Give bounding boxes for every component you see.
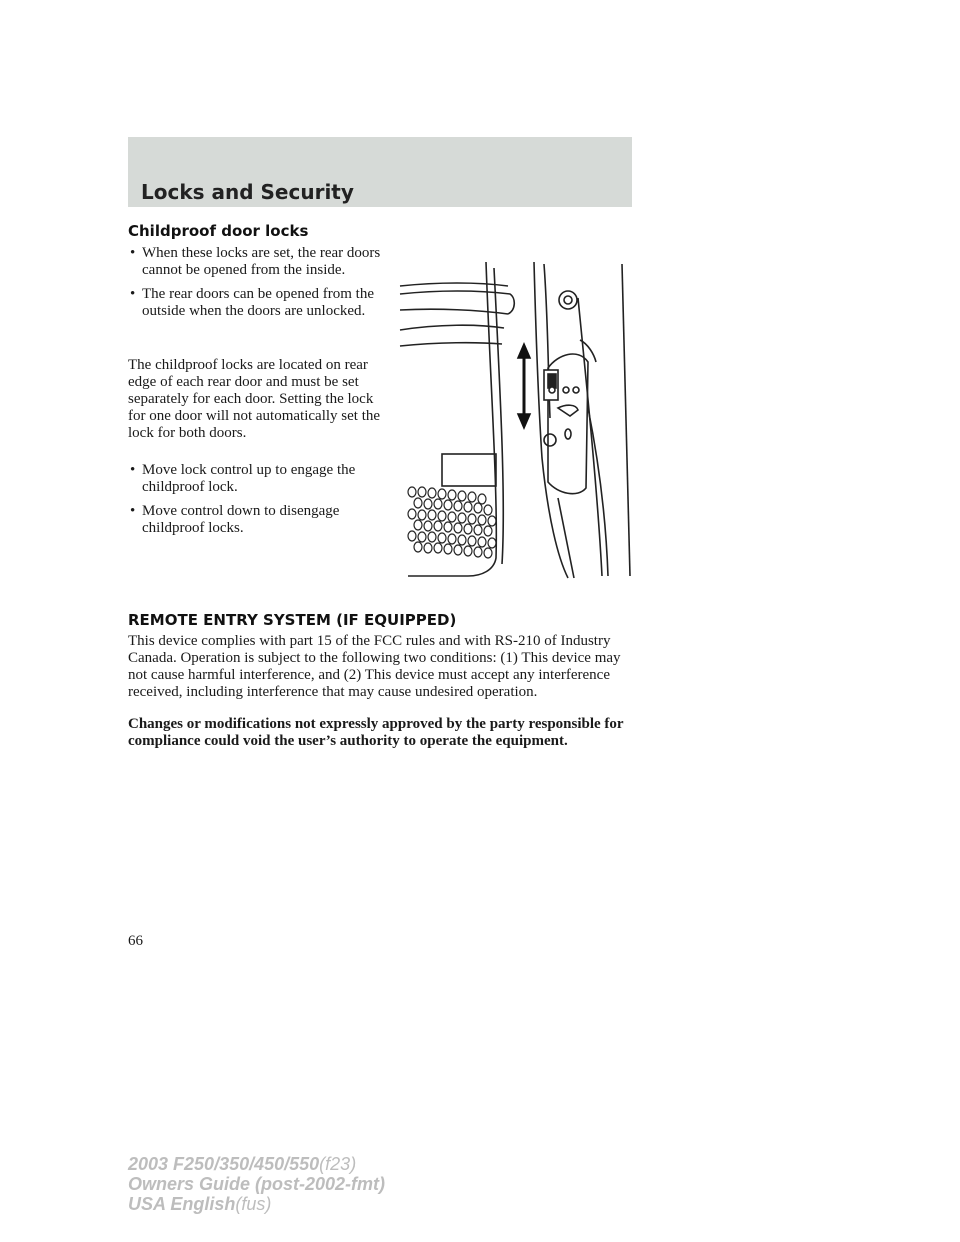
footer-line-2: Owners Guide (post-2002-fmt) xyxy=(128,1174,386,1194)
remote-warning: Changes or modifications not expressly approved by the party responsible for compliance could void the user’s authority to operate the equipment. xyxy=(128,716,624,749)
footer-line-3: USA English(fus) xyxy=(128,1194,272,1214)
section-title: Locks and Security xyxy=(141,180,354,204)
list-item: • Move control down to disengage childproof locks. xyxy=(128,503,388,537)
childproof-bullets-a xyxy=(128,245,388,320)
list-item: • Move lock control up to engage the childproof lock. xyxy=(128,462,388,496)
childproof-heading: Childproof door locks xyxy=(128,222,309,240)
childproof-paragraph: The childproof locks are located on rear edge of each rear door and must be set separately for each door. Setting the lock for one door will not automatically set the lock for both doors. xyxy=(128,357,381,441)
footer xyxy=(128,1154,385,1214)
list-item: • The rear doors can be opened from the outside when the doors are unlocked. xyxy=(128,286,388,320)
remote-paragraph: This device complies with part 15 of the FCC rules and with RS-210 of Industry Canada. Operation is subject to the following two conditions: (1) This device may not cause harmful interference, and (2) This device must accept any interference received, including interference that may cause undesired operation. xyxy=(128,633,621,700)
page-number: 66 xyxy=(128,933,143,949)
speaker-grille xyxy=(408,487,496,558)
list-item: • When these locks are set, the rear doors cannot be opened from the inside. xyxy=(128,245,388,279)
footer-line-1: 2003 F250/350/450/550(f23) xyxy=(128,1154,357,1174)
childproof-bullets-b xyxy=(128,462,388,537)
childproof-lock-illustration xyxy=(398,258,638,583)
remote-entry-heading: REMOTE ENTRY SYSTEM (IF EQUIPPED) xyxy=(128,611,457,629)
